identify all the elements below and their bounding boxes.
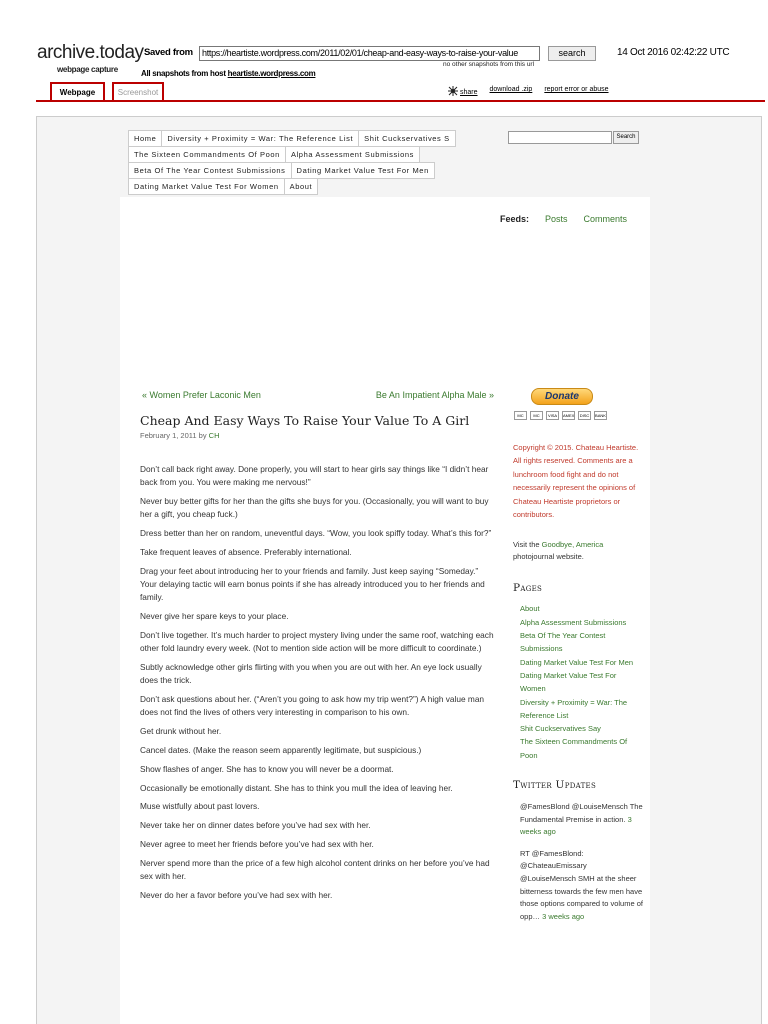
post-date: February 1, 2011 by [140, 431, 207, 440]
visit-note [513, 539, 643, 563]
payment-card-icon: DISC [579, 413, 590, 418]
goodbye-america-link[interactable]: Goodbye, America [541, 540, 604, 550]
archive-toolbar [0, 0, 768, 104]
nav-item[interactable]: Dating Market Value Test For Men [291, 162, 435, 179]
archive-search-button[interactable]: search [548, 46, 596, 61]
tweet-time-link[interactable]: 3 weeks ago [520, 814, 632, 837]
tweet-list [520, 801, 643, 923]
nav-row [128, 146, 508, 162]
post-paragraph: Dress better than her on random, uneventful days. “Wow, you look spiffy today. What’s this for?” [140, 528, 492, 539]
post-paragraph: Drag your feet about introducing her to your friends and family. Just keep saying “Someday.” Your delaying tactic will earn bonus points if she has already introduced you to her friends and family. [140, 565, 485, 603]
post-paragraph: Muse wistfully about past lovers. [140, 801, 260, 812]
post-paragraph: Nerver spend more than the price of a few high alcohol content drinks on her before you’ve had sex with her. [140, 857, 490, 882]
nav-item[interactable]: Dating Market Value Test For Women [128, 178, 285, 195]
saved-from-label: Saved from [144, 47, 193, 58]
page-link[interactable]: Shit Cuckservatives Say [520, 724, 601, 734]
share-label: share [460, 89, 478, 96]
page-link[interactable]: About [520, 604, 540, 614]
payment-card-icon: AMEX [563, 413, 575, 418]
post-paragraph: Occasionally be emotionally distant. She has to think you mull the idea of leaving her. [140, 782, 453, 793]
payment-card-icon: VISA [547, 413, 558, 418]
nav-item[interactable]: Home [128, 130, 162, 147]
pages-list [520, 602, 643, 762]
feeds-bar [500, 214, 627, 224]
donate-button[interactable]: Donate [531, 388, 593, 405]
all-snapshots-line [141, 69, 315, 78]
nav-row [128, 130, 508, 146]
report-abuse-link[interactable]: report error or abuse [544, 86, 609, 93]
post-author-link[interactable]: CH [208, 431, 220, 440]
payment-card-icon: MC [514, 411, 527, 420]
archive-logo[interactable]: archive.today [37, 42, 144, 63]
post-paragraph: Take frequent leaves of absence. Preferably international. [140, 546, 352, 557]
url-input[interactable]: https://heartiste.wordpress.com/2011/02/01/cheap-and-easy-ways-to-raise-your-value [199, 46, 540, 61]
nav-row [128, 162, 508, 178]
page-link[interactable]: Beta Of The Year Contest Submissions [520, 631, 606, 654]
payment-card-icon: MC [530, 411, 543, 420]
nav-row [128, 178, 508, 194]
sidebar [513, 388, 643, 932]
feeds-comments-link[interactable]: Comments [583, 214, 628, 224]
from-host-label: from host [191, 69, 226, 78]
post-paragraph: Never take her on dinner dates before you’ve had sex with her. [140, 820, 371, 831]
previous-post-link[interactable]: « Women Prefer Laconic Men [142, 390, 261, 400]
nav-item[interactable]: About [284, 178, 319, 195]
blog-nav-menu [128, 130, 508, 194]
tweet [520, 801, 643, 839]
archive-action-links [448, 86, 609, 96]
nav-item[interactable]: Alpha Assessment Submissions [285, 146, 420, 163]
feeds-label: Feeds: [500, 214, 530, 224]
post-meta [140, 431, 220, 440]
post-title[interactable]: Cheap And Easy Ways To Raise Your Value To A Girl [140, 413, 470, 428]
twitter-widget-title: Twitter Updates [513, 779, 597, 791]
tweet-text: @FamesBlond @LouiseMensch The Fundamental Premise in action. [520, 802, 643, 824]
nav-item[interactable]: Beta Of The Year Contest Submissions [128, 162, 292, 179]
post-paragraph: Get drunk without her. [140, 726, 222, 737]
toolbar-divider [36, 100, 765, 102]
page-link[interactable]: Alpha Assessment Submissions [520, 617, 627, 627]
post-paragraph: Don’t ask questions about her. (“Aren’t you going to ask how my trip went?”) A high value man does not find the lives of others very interesting in comparison to his own. [140, 694, 485, 718]
capture-timestamp: 14 Oct 2016 02:42:22 UTC [617, 47, 730, 58]
post-paragraph: Never give her spare keys to your place. [140, 611, 289, 622]
post-paragraph: Never buy better gifts for her than the gifts she buys for you. (Occasionally, you will want to buy her a gift, you cheap fuck.) [140, 496, 489, 520]
payment-card-icon: BANK [595, 413, 606, 418]
payment-cards [514, 411, 643, 420]
post-paragraph: Don’t live together. It’s much harder to project mystery living under the same roof, watching each other fold laundry every week. (Not to mention side action will be more difficult to coordinate.) [140, 629, 494, 654]
page-link[interactable]: The Sixteen Commandments Of Poon [520, 737, 628, 760]
tab-webpage[interactable]: Webpage [50, 82, 105, 101]
post-paragraph: Show flashes of anger. She has to know you will never be a doormat. [140, 763, 394, 774]
no-other-snapshots-note: no other snapshots from this url [443, 61, 535, 68]
blog-search-button[interactable]: Search [613, 131, 639, 144]
nav-item[interactable]: The Sixteen Commandments Of Poon [128, 146, 286, 163]
tweet [520, 848, 643, 924]
visit-pre: Visit the [513, 540, 540, 550]
page-link[interactable]: Dating Market Value Test For Men [520, 657, 634, 667]
post-paragraph: Cancel dates. (Make the reason seem apparently legitimate, but suspicious.) [140, 745, 422, 756]
nav-item[interactable]: Shit Cuckservatives S [358, 130, 456, 147]
post-paragraph: Never do her a favor before you’ve had sex with her. [140, 889, 333, 900]
pages-widget-title: Pages [513, 582, 543, 595]
tweet-text: RT @FamesBlond: @ChateauEmissary @LouiseMensch SMH at the sheer bitterness towards the few men have those options compared to volume of opp… [520, 848, 643, 921]
twitter-widget [513, 779, 643, 923]
post-navigation [142, 390, 494, 400]
archive-logo-subtitle: webpage capture [57, 65, 118, 74]
post-paragraph: Never agree to meet her friends before you’ve had sex with her. [140, 839, 374, 850]
share-link[interactable] [448, 86, 478, 96]
visit-post: photojournal website. [513, 552, 584, 562]
tweet-time-link[interactable]: 3 weeks ago [542, 911, 585, 921]
tab-screenshot[interactable]: Screenshot [112, 82, 164, 101]
download-zip-link[interactable]: download .zip [489, 86, 533, 93]
share-icon [448, 86, 458, 96]
post-body [140, 463, 496, 908]
all-snapshots-label: All snapshots [141, 69, 190, 78]
pages-widget [513, 582, 643, 762]
copyright-notice: Copyright © 2015. Chateau Heartiste. All rights reserved. Comments are a lunchroom food fight and do not necessarily represent the opinions of Chateau Heartiste proprietors or contributors. [513, 443, 639, 520]
page-link[interactable]: Diversity + Proximity = War: The Reference List [520, 697, 628, 720]
nav-item[interactable]: Diversity + Proximity = War: The Reference List [161, 130, 359, 147]
host-link[interactable]: heartiste.wordpress.com [227, 69, 316, 78]
feeds-posts-link[interactable]: Posts [545, 214, 568, 224]
post-paragraph: Subtly acknowledge other girls flirting with you when you are out with her. An eye lock usually does the trick. [140, 662, 482, 686]
post-paragraph: Don’t call back right away. Done properly, you will start to hear girls say things like “I didn’t hear back from you. You were making me nervous!” [140, 464, 489, 488]
next-post-link[interactable]: Be An Impatient Alpha Male » [375, 390, 494, 400]
page-link[interactable]: Dating Market Value Test For Women [520, 670, 617, 694]
blog-search-input[interactable] [508, 131, 612, 144]
